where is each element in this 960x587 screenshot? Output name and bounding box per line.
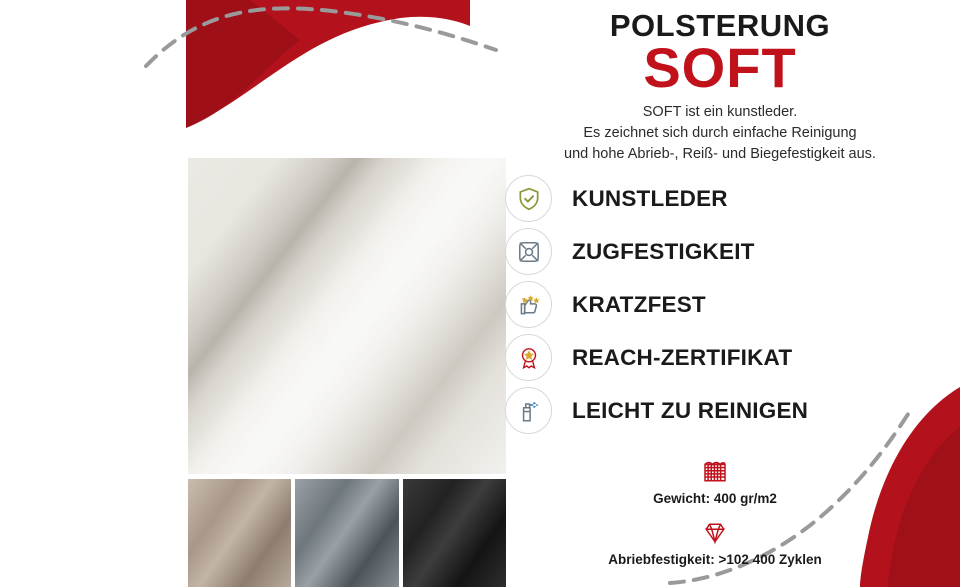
spray-clean-icon bbox=[505, 387, 552, 434]
subtitle-block bbox=[490, 102, 950, 165]
subtitle-line-1: SOFT ist ein kunstleder. bbox=[642, 103, 798, 120]
spec-list bbox=[505, 455, 925, 577]
feature-item-leicht-zu-reinigen bbox=[505, 384, 925, 437]
black-swatch[interactable] bbox=[403, 479, 506, 587]
color-swatch-row bbox=[188, 479, 506, 587]
grey-swatch[interactable] bbox=[295, 479, 398, 587]
page-title-line1: POLSTERUNG bbox=[609, 8, 831, 43]
feature-item-zugfestigkeit bbox=[505, 225, 925, 278]
feature-label: LEICHT ZU REINIGEN bbox=[572, 397, 809, 423]
feature-item-reach-zertifikat bbox=[505, 331, 925, 384]
feature-item-kunstleder bbox=[505, 172, 925, 225]
subtitle-line-3: und hohe Abrieb-, Reiß- und Biegefestigkeit aus. bbox=[564, 145, 876, 162]
feature-item-kratzfest bbox=[505, 278, 925, 331]
taupe-swatch[interactable] bbox=[188, 479, 291, 587]
header-block bbox=[490, 10, 950, 165]
spec-item-weight bbox=[505, 455, 925, 506]
feature-label: REACH-ZERTIFIKAT bbox=[572, 344, 793, 370]
feature-label: ZUGFESTIGKEIT bbox=[572, 238, 755, 264]
subtitle-line-2: Es zeichnet sich durch einfache Reinigung bbox=[583, 124, 857, 141]
page-title-line2: SOFT bbox=[643, 35, 797, 99]
feature-list bbox=[505, 172, 925, 437]
feature-label: KUNSTLEDER bbox=[572, 185, 728, 211]
spec-text: Gewicht: 400 gr/m2 bbox=[653, 491, 777, 506]
fabric-weight-icon bbox=[505, 455, 925, 489]
feature-label: KRATZFEST bbox=[572, 291, 706, 317]
spec-item-abrasion bbox=[505, 516, 925, 567]
cushion-tension-icon bbox=[505, 228, 552, 275]
main-material-photo bbox=[188, 158, 506, 474]
diamond-abrasion-icon bbox=[505, 516, 925, 550]
spec-text: Abriebfestigkeit: >102 400 Zyklen bbox=[608, 552, 822, 567]
certificate-star-icon bbox=[505, 334, 552, 381]
dashed-line-top-decoration bbox=[140, 0, 500, 70]
thumbs-up-stars-icon bbox=[505, 281, 552, 328]
shield-check-icon bbox=[505, 175, 552, 222]
